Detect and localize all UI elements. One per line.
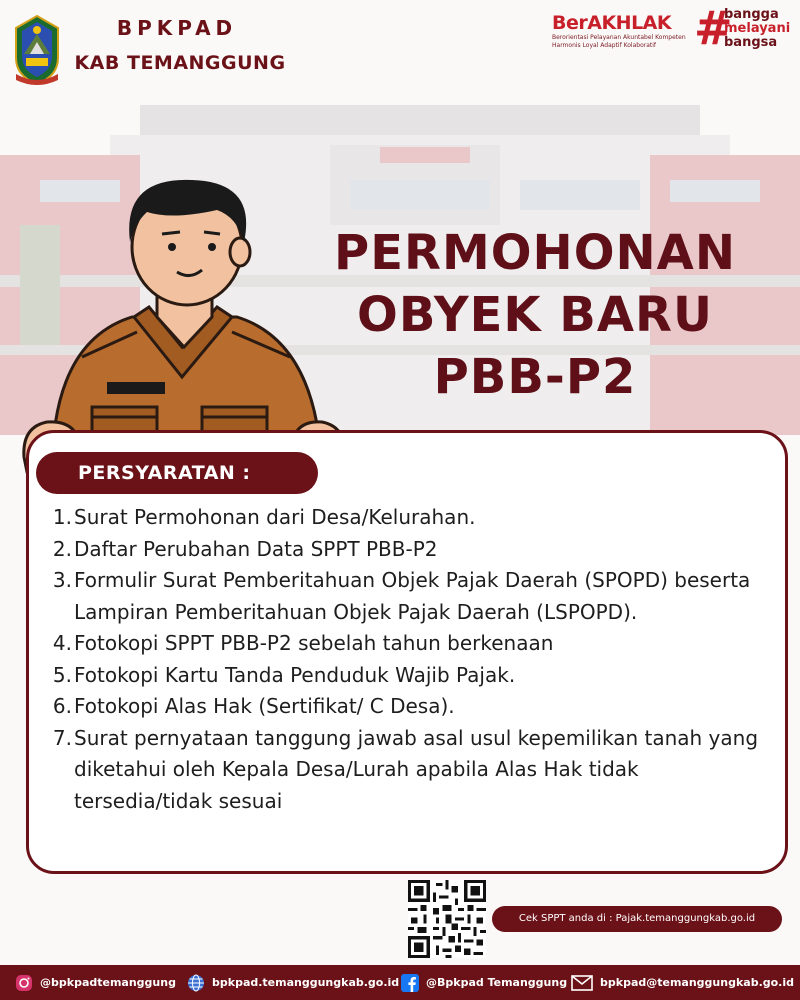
title-line2: OBYEK BARU — [357, 287, 713, 343]
footer-facebook-text: @Bpkpad Temanggung — [426, 976, 568, 989]
page-title — [300, 222, 770, 408]
globe-icon — [186, 973, 206, 993]
list-item: 3. Formulir Surat Pemberitahuan Objek Pajak Daerah (SPOPD) beserta Lampiran Pemberitahuan Objek Pajak Daerah (LSPOPD). — [52, 568, 751, 624]
org-name-bottom: KAB TEMANGGUNG — [74, 52, 286, 74]
footer-website[interactable] — [186, 965, 399, 1000]
org-name-top: BPKPAD — [116, 16, 238, 40]
footer-instagram-text: @bpkpadtemanggung — [40, 976, 176, 989]
facebook-icon — [400, 973, 420, 993]
envelope-icon — [570, 973, 594, 993]
list-item: 1. Surat Permohonan dari Desa/Kelurahan. — [52, 505, 476, 529]
berakhlak-sub-line1: Berorientasi Pelayanan Akuntabel Kompeten — [552, 34, 686, 41]
footer-email-text: bpkpad@temanggungkab.go.id — [600, 976, 794, 989]
temanggung-crest-icon — [12, 14, 62, 86]
footer-instagram[interactable] — [14, 965, 176, 1000]
list-item: 4. Fotokopi SPPT PBB-P2 sebelah tahun berkenaan — [52, 631, 554, 655]
cek-sppt-link[interactable]: Cek SPPT anda di : Pajak.temanggungkab.go.id — [492, 906, 782, 932]
footer-email[interactable] — [570, 965, 794, 1000]
footer-contact-bar — [0, 965, 800, 1000]
requirements-list — [48, 502, 778, 817]
title-line1: PERMOHONAN — [334, 225, 736, 281]
requirements-heading: PERSYARATAN : — [36, 452, 318, 494]
berakhlak-logo — [552, 12, 692, 50]
title-line3: PBB-P2 — [433, 349, 637, 405]
list-item: 6. Fotokopi Alas Hak (Sertifikat/ C Desa). — [52, 694, 455, 718]
bangga-line1: bangga — [724, 7, 779, 22]
list-item: 2. Daftar Perubahan Data SPPT PBB-P2 — [52, 536, 438, 561]
bangga-line3: bangsa — [724, 35, 778, 50]
list-item: 5. Fotokopi Kartu Tanda Penduduk Wajib Pajak. — [52, 662, 516, 687]
list-item: 7. Surat pernyataan tanggung jawab asal usul kepemilikan tanah yang diketahui oleh Kepala Desa/Lurah apabila Alas Hak tidak tersedia/tidak sesuai — [52, 725, 759, 813]
instagram-icon — [14, 973, 34, 993]
bangga-line2: melayani — [724, 21, 791, 36]
berakhlak-title: BerAKHLAK — [552, 12, 672, 34]
qr-code-icon[interactable] — [408, 880, 486, 958]
footer-website-text: bpkpad.temanggungkab.go.id — [212, 976, 400, 989]
berakhlak-sub-line2: Harmonis Loyal Adaptif Kolaboratif — [552, 42, 657, 49]
footer-facebook[interactable] — [400, 965, 567, 1000]
bangga-melayani-bangsa-logo — [694, 1, 798, 55]
hashtag-icon: # — [694, 1, 733, 55]
